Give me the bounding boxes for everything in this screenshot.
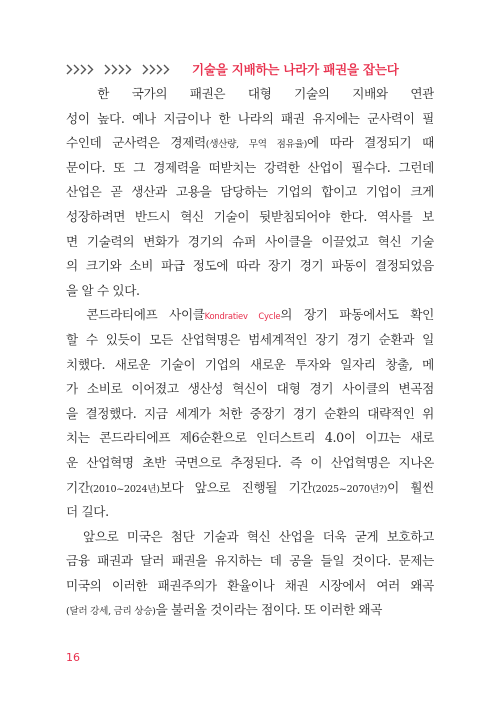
paragraph [66, 303, 434, 524]
text-run: 성이 높다. 예나 지금이나 한 나라의 패권 유지에는 군사력이 필 [66, 110, 434, 126]
page-number: 16 [66, 651, 80, 664]
text-run: 기간 [66, 479, 90, 495]
text-line [66, 156, 434, 181]
text-run: 운 산업혁명 초반 국면으로 추정된다. 즉 이 산업혁명은 지나온 [66, 454, 434, 470]
text-line [66, 303, 434, 328]
text-line [66, 353, 434, 378]
text-run: 금융 패권과 달러 패권을 유지하는 데 공을 들일 것이다. 문제는 [66, 553, 434, 569]
text-line [66, 525, 434, 550]
text-line [66, 451, 434, 476]
text-run: 문이다. 또 그 경제력을 떠받치는 강력한 산업이 필수다. 그런데 [66, 159, 434, 175]
parenthetical-note: (생산량, 무역 점유율) [205, 139, 308, 151]
text-line [66, 377, 434, 402]
section-title: 기술을 지배하는 나라가 패권을 잡는다 [192, 62, 399, 77]
body-text [66, 82, 434, 623]
chevron-right-icon [66, 64, 96, 75]
section-header [66, 60, 436, 78]
text-run: 보다 앞으로 진행될 기간 [159, 479, 313, 495]
parenthetical-note: (2025~2070년?) [312, 483, 388, 495]
paragraph [66, 525, 434, 623]
chevron-right-icon [142, 64, 172, 75]
text-run: 미국의 이러한 패권주의가 환율이나 채권 시장에서 여러 왜곡 [66, 577, 434, 593]
text-line [66, 131, 434, 156]
chevron-group-icon [104, 64, 134, 75]
text-run: 산업은 곧 생산과 고용을 담당하는 기업의 합이고 기업이 크게 [66, 184, 434, 200]
text-run: 할 수 있듯이 모든 산업혁명은 범세계적인 장기 경기 순환과 일 [66, 331, 434, 347]
text-run: 한 국가의 패권은 대형 기술의 지배와 연관 [66, 86, 434, 101]
text-run: 치는 콘드라티에프 제6순환으로 인더스트리 4.0이 이끄는 새로 [66, 430, 434, 446]
text-line [66, 598, 434, 623]
triple-chevron-icons [66, 64, 172, 75]
text-run: 앞으로 미국은 첨단 기술과 혁신 산업을 더욱 굳게 보호하고 [66, 528, 434, 544]
text-run: 치했다. 새로운 기술이 기업의 새로운 투자와 일자리 창출, 메 [66, 356, 434, 372]
text-run: 의 장기 파동에서도 확인 [280, 307, 434, 323]
text-line [66, 402, 434, 427]
chevron-group-icon [66, 64, 96, 75]
text-run: 을 알 수 있다. [66, 282, 140, 298]
text-line [66, 82, 434, 107]
parenthetical-note: (달러 강세, 금리 상승) [66, 606, 156, 618]
text-line [66, 549, 434, 574]
paragraph [66, 82, 434, 303]
chevron-group-icon [142, 64, 172, 75]
english-term: Kondratiev Cycle [204, 311, 281, 322]
text-line [66, 574, 434, 599]
text-line [66, 205, 434, 230]
text-run: 을 결정했다. 지금 세계가 처한 중장기 경기 순환의 대략적인 위 [66, 405, 434, 421]
text-line [66, 107, 434, 132]
text-run: 면 기술력의 변화가 경기의 슈퍼 사이클을 이끌었고 혁신 기술 [66, 233, 434, 249]
text-line [66, 426, 434, 451]
chevron-right-icon [104, 64, 134, 75]
text-run: 가 소비로 이어졌고 생산성 혁신이 대형 경기 사이클의 변곡점 [66, 381, 434, 397]
text-line [66, 328, 434, 353]
text-run: 의 크기와 소비 파급 정도에 따라 장기 경기 파동이 결정되었음 [66, 258, 434, 274]
text-run: 더 길다. [66, 504, 109, 520]
text-line [66, 279, 434, 304]
parenthetical-note: (2010~2024년) [89, 483, 160, 495]
text-run: 을 불러올 것이라는 점이다. 또 이러한 왜곡 [155, 602, 383, 618]
text-run: 콘드라티에프 사이클 [66, 307, 205, 323]
text-line [66, 476, 434, 501]
text-run: 에 따라 결정되기 때 [307, 135, 434, 151]
text-line [66, 230, 434, 255]
text-line [66, 254, 434, 279]
text-run: 이 훨씬 [387, 479, 434, 495]
text-line [66, 500, 434, 525]
text-run: 수인데 군사력은 경제력 [66, 135, 206, 151]
text-run: 성장하려면 반드시 혁신 기술이 뒷받침되어야 한다. 역사를 보 [66, 208, 434, 224]
text-line [66, 180, 434, 205]
